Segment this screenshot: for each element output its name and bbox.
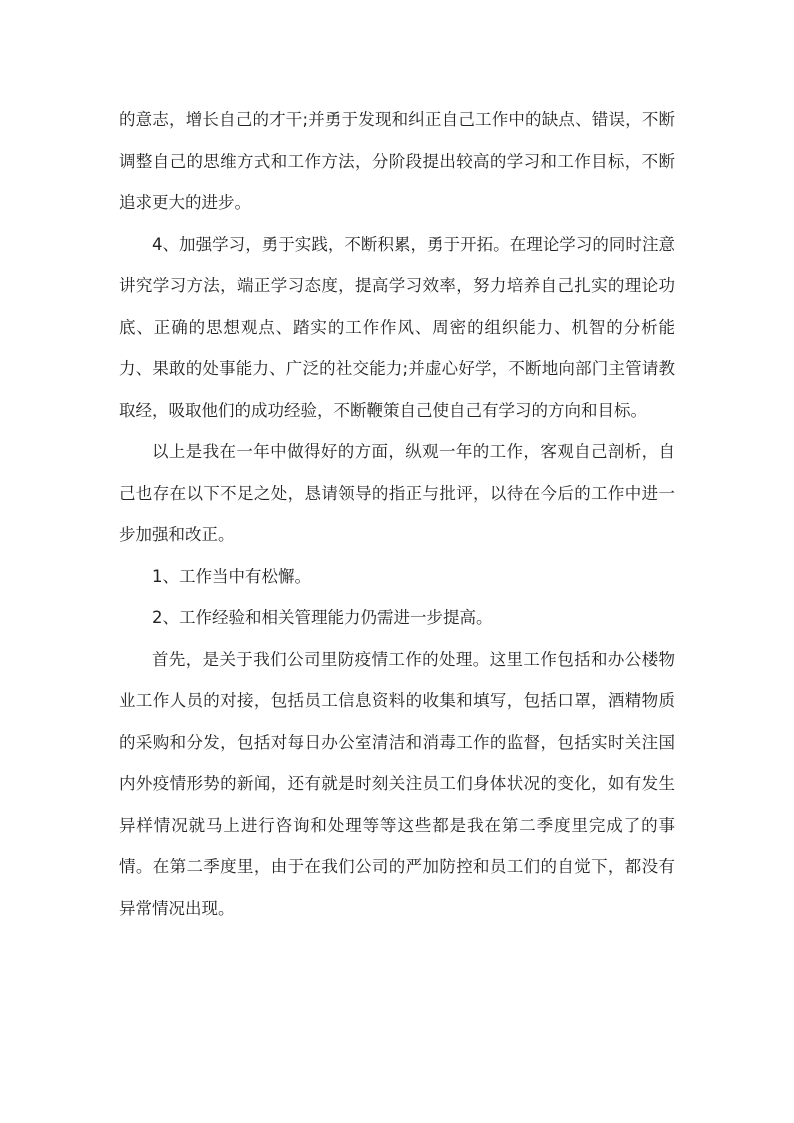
paragraph-point-4: 4、加强学习，勇于实践，不断积累，勇于开拓。在理论学习的同时注意讲究学习方法，端正学习态度，提高学习效率，努力培养自己扎实的理论功底、正确的思想观点、踏实的工作作风、周密的组织能力、机智的分析能力、果敢的处事能力、广泛的社交能力;并虚心好学，不断地向部门主管请教取经，吸取他们的成功经验，不断鞭策自己使自己有学习的方向和目标。 — [119, 234, 675, 420]
paragraph-shortcoming-2: 2、工作经验和相关管理能力仍需进一步提高。 — [152, 608, 493, 627]
paragraph-epidemic-work: 首先，是关于我们公司里防疫情工作的处理。这里工作包括和办公楼物业工作人员的对接，包括员工信息资料的收集和填写，包括口罩，酒精物质的采购和分发，包括对每日办公室清洁和消毒工作的监督，包括实时关注国内外疫情形势的新闻，还有就是时刻关注员工们身体状况的变化，如有发生异样情况就马上进行咨询和处理等等这些都是我在第二季度里完成了的事情。在第二季度里，由于在我们公司的严加防控和员工们的自觉下，都没有异常情况出现。 — [119, 649, 675, 918]
paragraph-shortcoming-1: 1、工作当中有松懈。 — [152, 566, 311, 586]
document-body — [119, 99, 675, 929]
paragraph-shortcomings-intro: 以上是我在一年中做得好的方面，纵观一年的工作，客观自己剖析，自己也存在以下不足之处，恳请领导的指正与批评，以待在今后的工作中进一步加强和改正。 — [119, 442, 675, 544]
paragraph-continuation: 的意志，增长自己的才干;并勇于发现和纠正自己工作中的缺点、错误，不断调整自己的思维方式和工作方法，分阶段提出较高的学习和工作目标，不断追求更大的进步。 — [119, 110, 675, 212]
